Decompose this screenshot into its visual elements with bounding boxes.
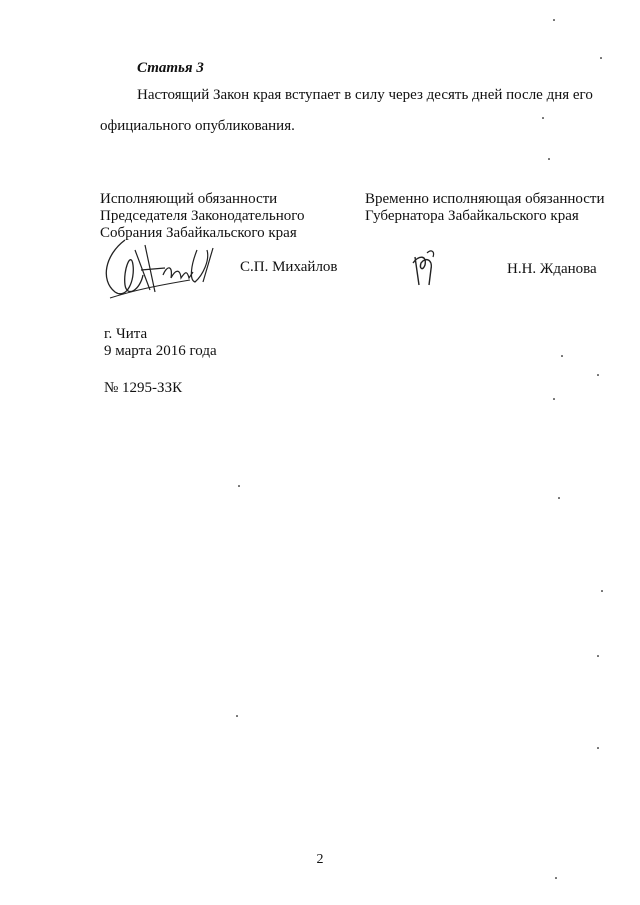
scan-speck: [548, 158, 550, 160]
left-signature-icon: [95, 220, 235, 305]
scan-speck: [555, 877, 557, 879]
scan-speck: [238, 485, 240, 487]
left-position-line-2: Председателя Законодательного: [100, 208, 305, 224]
scan-speck: [558, 497, 560, 499]
left-position-line-1: Исполняющий обязанности: [100, 191, 278, 207]
signing-date: 9 марта 2016 года: [104, 343, 217, 359]
scan-speck: [601, 590, 603, 592]
right-signatory-name: Н.Н. Жданова: [507, 261, 597, 277]
article-text-line-1: Настоящий Закон края вступает в силу через десять дней после дня его: [137, 87, 593, 103]
scan-speck: [542, 117, 544, 119]
law-number: № 1295-ЗЗК: [104, 380, 183, 396]
scan-speck: [236, 715, 238, 717]
left-signatory-name: С.П. Михайлов: [240, 259, 338, 275]
scan-speck: [597, 747, 599, 749]
city: г. Чита: [104, 326, 148, 342]
scan-speck: [597, 374, 599, 376]
scan-speck: [600, 57, 602, 59]
right-signature-icon: [405, 245, 445, 290]
right-position-line-2: Губернатора Забайкальского края: [365, 208, 579, 224]
scan-speck: [597, 655, 599, 657]
scan-speck: [561, 355, 563, 357]
left-position-line-3: Собрания Забайкальского края: [100, 225, 297, 241]
right-position-line-1: Временно исполняющая обязанности: [365, 191, 605, 207]
article-title: Статья 3: [137, 60, 204, 76]
scan-speck: [553, 398, 555, 400]
article-text-line-2: официального опубликования.: [100, 118, 295, 134]
scan-speck: [553, 19, 555, 21]
page-number: 2: [316, 852, 324, 867]
